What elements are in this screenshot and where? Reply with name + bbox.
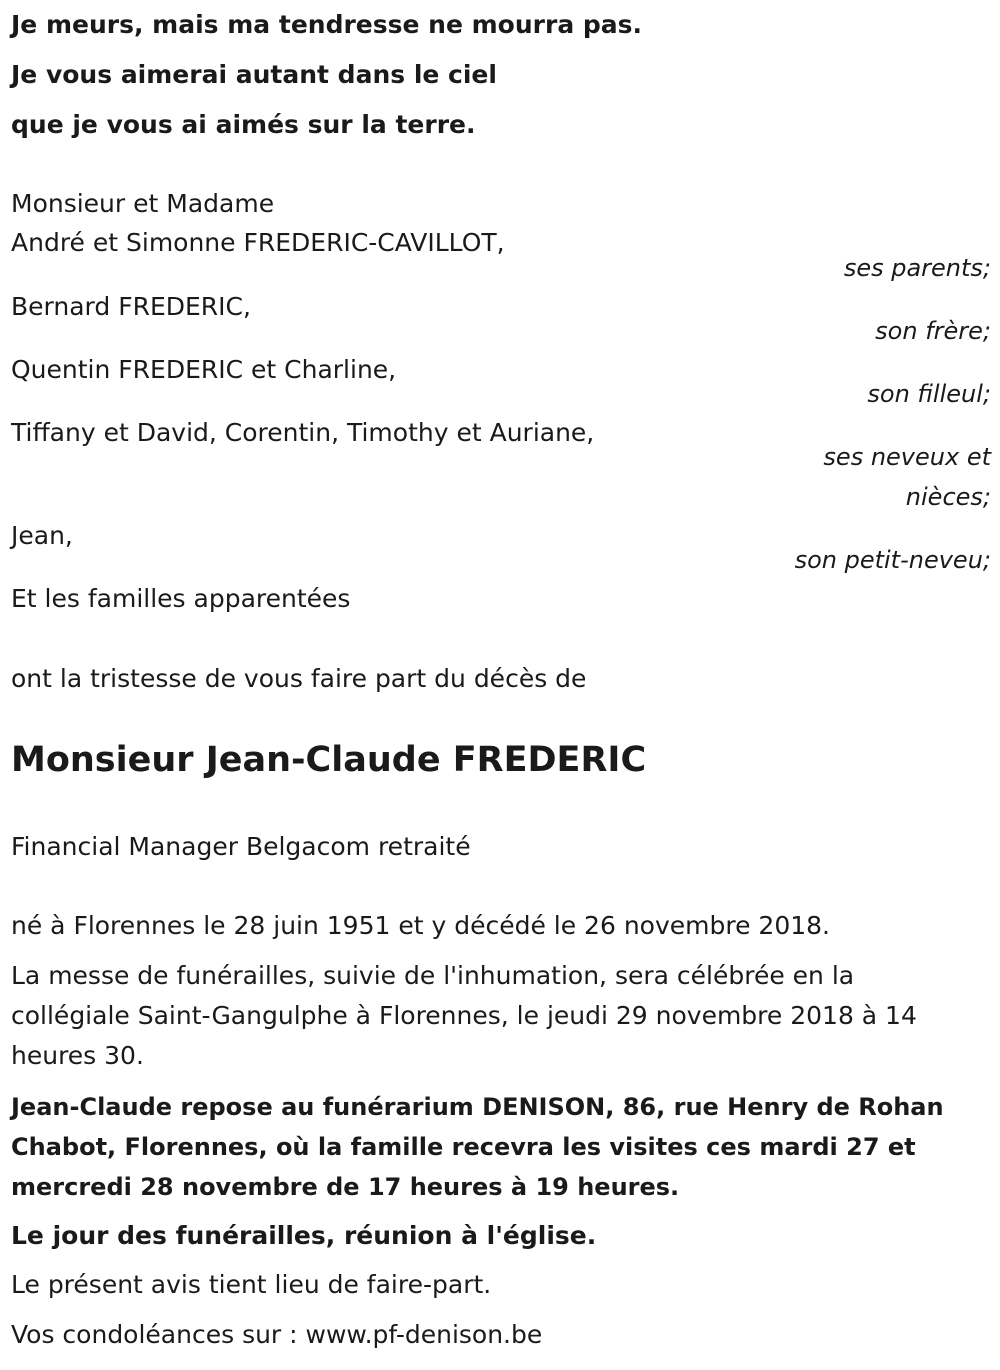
obituary-notice bbox=[11, 0, 991, 1370]
quote-line-3: que je vous ai aimés sur la terre. bbox=[11, 110, 476, 139]
godson-name: Quentin FREDERIC et Charline, bbox=[11, 355, 397, 384]
quote-line-2: Je vous aimerai autant dans le ciel bbox=[11, 60, 497, 89]
godson-relation: son filleul; bbox=[867, 380, 991, 408]
birth-death: né à Florennes le 28 juin 1951 et y décédé le 26 novembre 2018. bbox=[11, 911, 830, 940]
parents-line-2: André et Simonne FREDERIC-CAVILLOT, bbox=[11, 228, 505, 257]
nephews-relation-line-1: ses neveux et bbox=[823, 443, 991, 471]
brother-name: Bernard FREDERIC, bbox=[11, 292, 251, 321]
nephews-names: Tiffany et David, Corentin, Timothy et Auriane, bbox=[11, 418, 595, 447]
visitation-details: Jean-Claude repose au funérarium DENISON, 86, rue Henry de Rohan Chabot, Florennes, où la famille recevra les visites ces mardi 27 et mercredi 28 novembre de 17 heures à 19 heures. bbox=[11, 1093, 944, 1201]
grandnephew-name: Jean, bbox=[11, 521, 73, 550]
announcement: ont la tristesse de vous faire part du décès de bbox=[11, 664, 587, 693]
nephews-relation-line-2: nièces; bbox=[905, 483, 991, 511]
grandnephew-relation: son petit-neveu; bbox=[794, 546, 991, 574]
deceased-name: Monsieur Jean-Claude FREDERIC bbox=[11, 740, 647, 780]
brother-relation: son frère; bbox=[875, 317, 991, 345]
related-families: Et les familles apparentées bbox=[11, 584, 351, 613]
quote-line-1: Je meurs, mais ma tendresse ne mourra pas. bbox=[11, 10, 643, 39]
parents-relation: ses parents; bbox=[843, 254, 991, 282]
condolences-link[interactable]: Vos condoléances sur : www.pf-denison.be bbox=[11, 1320, 543, 1349]
parents-line-1: Monsieur et Madame bbox=[11, 189, 275, 218]
occupation: Financial Manager Belgacom retraité bbox=[11, 832, 471, 861]
funeral-mass: La messe de funérailles, suivie de l'inhumation, sera célébrée en la collégiale Saint-Gangulphe à Florennes, le jeudi 29 novembre 2018 à 14 heures 30. bbox=[11, 961, 917, 1070]
notice-text: Le présent avis tient lieu de faire-part. bbox=[11, 1270, 492, 1299]
funeral-meeting: Le jour des funérailles, réunion à l'église. bbox=[11, 1221, 597, 1250]
